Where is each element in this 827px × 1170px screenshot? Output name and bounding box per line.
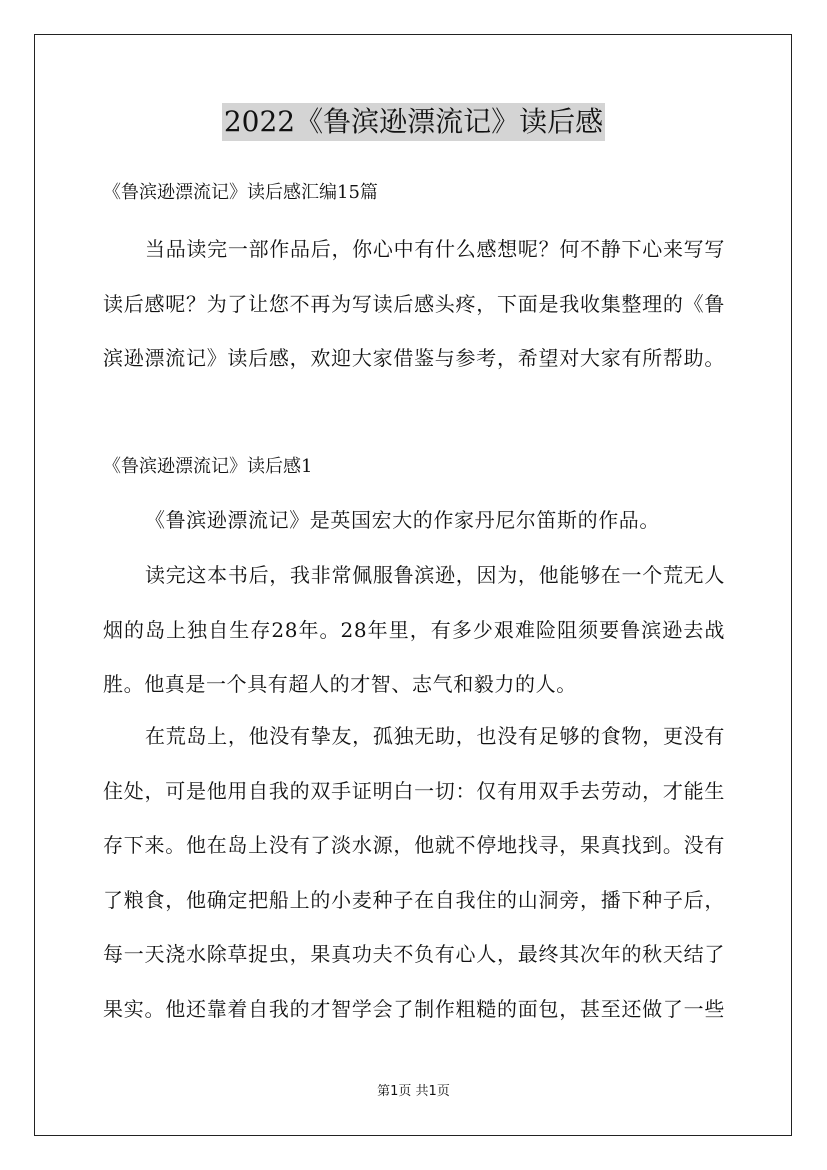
page-footer: 第1页 共1页 <box>377 1084 450 1099</box>
paragraph-line: 果实。他还靠着自我的才智学会了制作粗糙的面包，甚至还做了一些 <box>103 997 725 1021</box>
paragraph-line: 了粮食，他确定把船上的小麦种子在自我住的山洞旁，播下种子后， <box>103 888 725 912</box>
intro-line: 读后感呢？为了让您不再为写读后感头疼，下面是我收集整理的《鲁 <box>103 292 725 316</box>
title-container <box>0 103 827 141</box>
document-subtitle: 《鲁滨逊漂流记》读后感汇编15篇 <box>103 182 378 203</box>
paragraph-line: 在荒岛上，他没有挚友，孤独无助，也没有足够的食物，更没有 <box>145 724 725 748</box>
section-heading: 《鲁滨逊漂流记》读后感1 <box>103 456 313 477</box>
paragraph-line: 《鲁滨逊漂流记》是英国宏大的作家丹尼尔笛斯的作品。 <box>145 508 660 532</box>
paragraph-line: 存下来。他在岛上没有了淡水源，他就不停地找寻，果真找到。没有 <box>103 833 725 857</box>
document-title: 2022《鲁滨逊漂流记》读后感 <box>222 103 605 141</box>
paragraph-line: 读完这本书后，我非常佩服鲁滨逊，因为，他能够在一个荒无人 <box>145 563 725 587</box>
intro-line: 当品读完一部作品后，你心中有什么感想呢？何不静下心来写写 <box>145 237 725 261</box>
paragraph-line: 烟的岛上独自生存28年。28年里，有多少艰难险阻须要鲁滨逊去战 <box>103 618 725 642</box>
paragraph-line: 胜。他真是一个具有超人的才智、志气和毅力的人。 <box>103 672 577 696</box>
paragraph-line: 住处，可是他用自我的双手证明白一切：仅有用双手去劳动，才能生 <box>103 779 725 803</box>
paragraph-line: 每一天浇水除草捉虫，果真功夫不负有心人，最终其次年的秋天结了 <box>103 942 725 966</box>
intro-line: 滨逊漂流记》读后感，欢迎大家借鉴与参考，希望对大家有所帮助。 <box>103 346 725 370</box>
